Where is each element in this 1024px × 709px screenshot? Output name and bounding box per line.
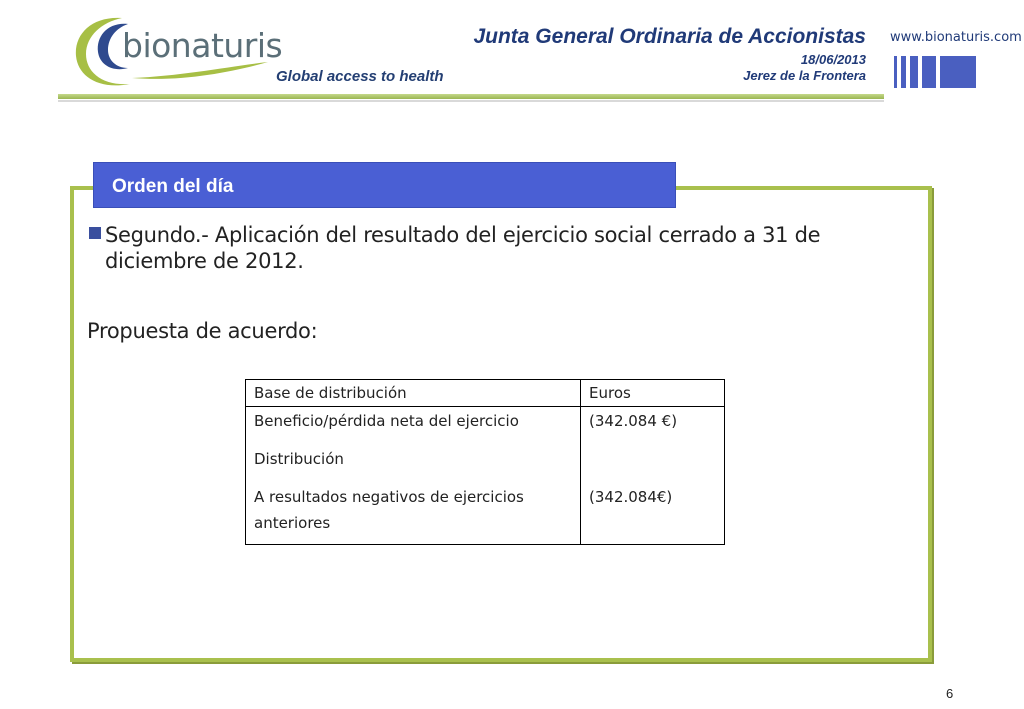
distribution-table xyxy=(245,379,725,545)
cell-line: Beneficio/pérdida neta del ejercicio xyxy=(254,412,519,430)
cell-line: (342.084€) xyxy=(589,488,673,506)
tagline: Global access to health xyxy=(276,68,444,85)
meeting-date: 18/06/2013 xyxy=(800,52,866,67)
cell-line: Distribución xyxy=(254,450,344,468)
bullet-square-icon xyxy=(89,227,101,239)
header-divider-shadow xyxy=(58,100,884,102)
cell-line: (342.084 €) xyxy=(589,412,678,430)
cell-line xyxy=(589,446,724,472)
brand-bars-icon xyxy=(894,56,978,88)
section-title-tab xyxy=(93,162,676,208)
cell-line: anteriores xyxy=(254,514,331,532)
table-row xyxy=(246,407,725,545)
header-divider xyxy=(58,94,884,99)
page-number: 6 xyxy=(946,686,954,701)
cell-line: A resultados negativos de ejercicios xyxy=(254,488,524,506)
table-cell-label xyxy=(246,407,581,545)
logo-text: bionaturis xyxy=(122,26,283,65)
table-cell-value xyxy=(581,407,725,545)
agenda-item-text: Segundo.- Aplicación del resultado del ejercicio social cerrado a 31 de diciembre de 2012. xyxy=(105,223,821,273)
table-header-cell: Base de distribución xyxy=(246,380,581,407)
table-header-cell: Euros xyxy=(581,380,725,407)
table-header-row xyxy=(246,380,725,407)
proposal-label: Propuesta de acuerdo: xyxy=(87,319,318,343)
section-title: Orden del día xyxy=(112,176,234,197)
meeting-place: Jerez de la Frontera xyxy=(743,68,866,83)
meeting-title: Junta General Ordinaria de Accionistas xyxy=(473,25,866,48)
company-logo xyxy=(72,12,283,92)
website-link[interactable]: www.bionaturis.com xyxy=(890,30,1022,45)
